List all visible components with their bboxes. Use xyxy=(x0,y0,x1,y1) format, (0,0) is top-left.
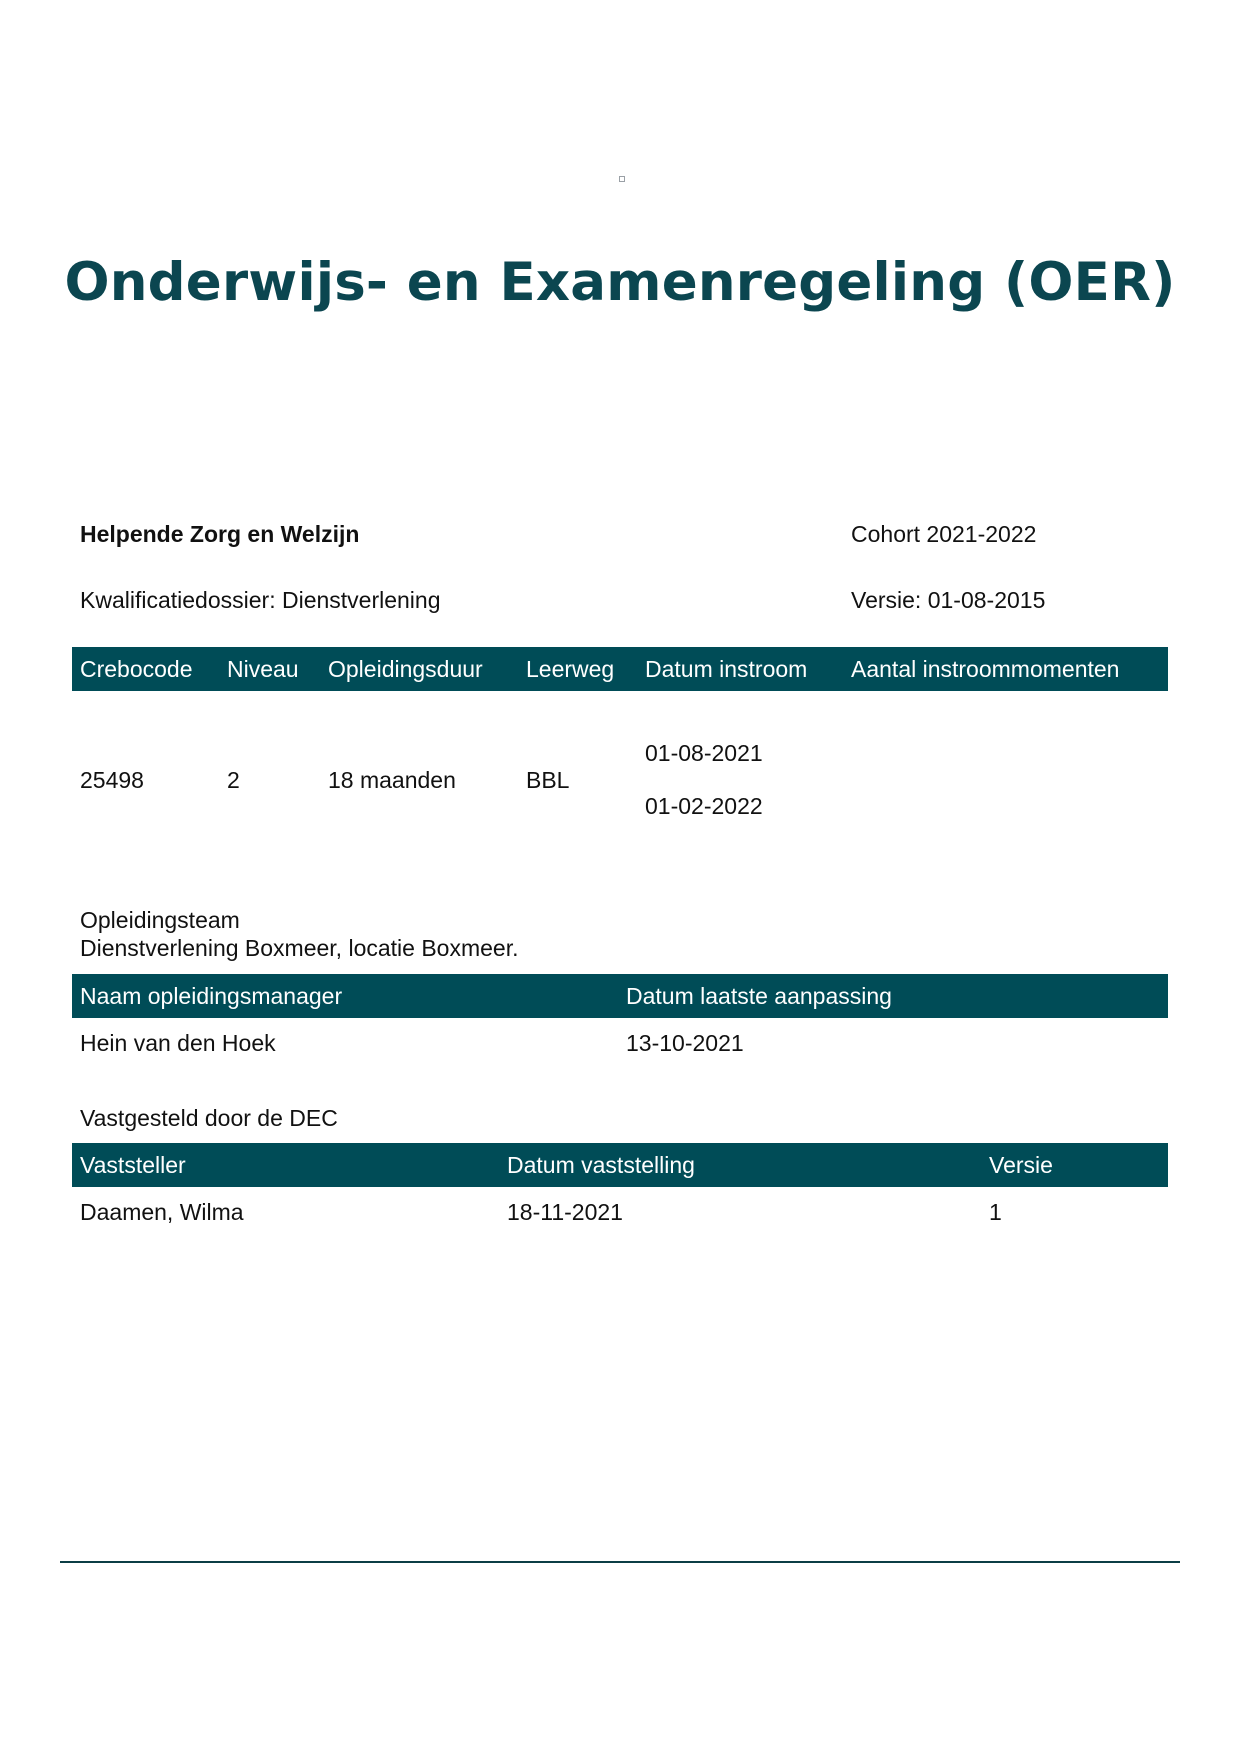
header-versie: Versie xyxy=(989,1152,1053,1178)
program-name: Helpende Zorg en Welzijn xyxy=(80,521,360,547)
cell-datum-vaststelling: 18-11-2021 xyxy=(507,1199,623,1225)
cell-instroom-date-1: 01-08-2021 xyxy=(645,740,763,766)
header-opleidingsduur: Opleidingsduur xyxy=(328,656,483,682)
cell-last-modified: 13-10-2021 xyxy=(626,1030,744,1056)
cell-niveau: 2 xyxy=(227,767,240,793)
cell-leerweg: BBL xyxy=(526,767,570,793)
dec-table-header xyxy=(72,1143,1168,1187)
header-datum-vaststelling: Datum vaststelling xyxy=(507,1152,695,1178)
cell-vaststeller: Daamen, Wilma xyxy=(80,1199,244,1225)
missing-image-icon xyxy=(619,176,625,182)
document-title: Onderwijs- en Examenregeling (OER) xyxy=(64,252,1176,313)
version-label: Versie: 01-08-2015 xyxy=(851,587,1046,613)
manager-table-header xyxy=(72,974,1168,1018)
team-heading: Opleidingsteam xyxy=(80,907,240,933)
team-location: Dienstverlening Boxmeer, locatie Boxmeer. xyxy=(80,935,519,961)
qualification-dossier: Kwalificatiedossier: Dienstverlening xyxy=(80,587,441,613)
dec-label: Vastgesteld door de DEC xyxy=(80,1105,338,1131)
header-opleidingsmanager: Naam opleidingsmanager xyxy=(80,983,343,1009)
cell-crebocode: 25498 xyxy=(80,767,144,793)
cohort-label: Cohort 2021-2022 xyxy=(851,521,1037,547)
header-vaststeller: Vaststeller xyxy=(80,1152,186,1178)
cell-manager-name: Hein van den Hoek xyxy=(80,1030,276,1056)
footer-divider xyxy=(60,1561,1180,1563)
header-leerweg: Leerweg xyxy=(526,656,615,682)
header-datum-instroom: Datum instroom xyxy=(645,656,808,682)
header-laatste-aanpassing: Datum laatste aanpassing xyxy=(626,983,892,1009)
cell-instroom-date-2: 01-02-2022 xyxy=(645,793,763,819)
header-crebocode: Crebocode xyxy=(80,656,193,682)
cell-versie: 1 xyxy=(989,1199,1002,1225)
cell-opleidingsduur: 18 maanden xyxy=(328,767,456,793)
header-aantal-instroommomenten: Aantal instroommomenten xyxy=(851,656,1120,682)
program-table-header xyxy=(72,647,1168,691)
header-niveau: Niveau xyxy=(227,656,299,682)
